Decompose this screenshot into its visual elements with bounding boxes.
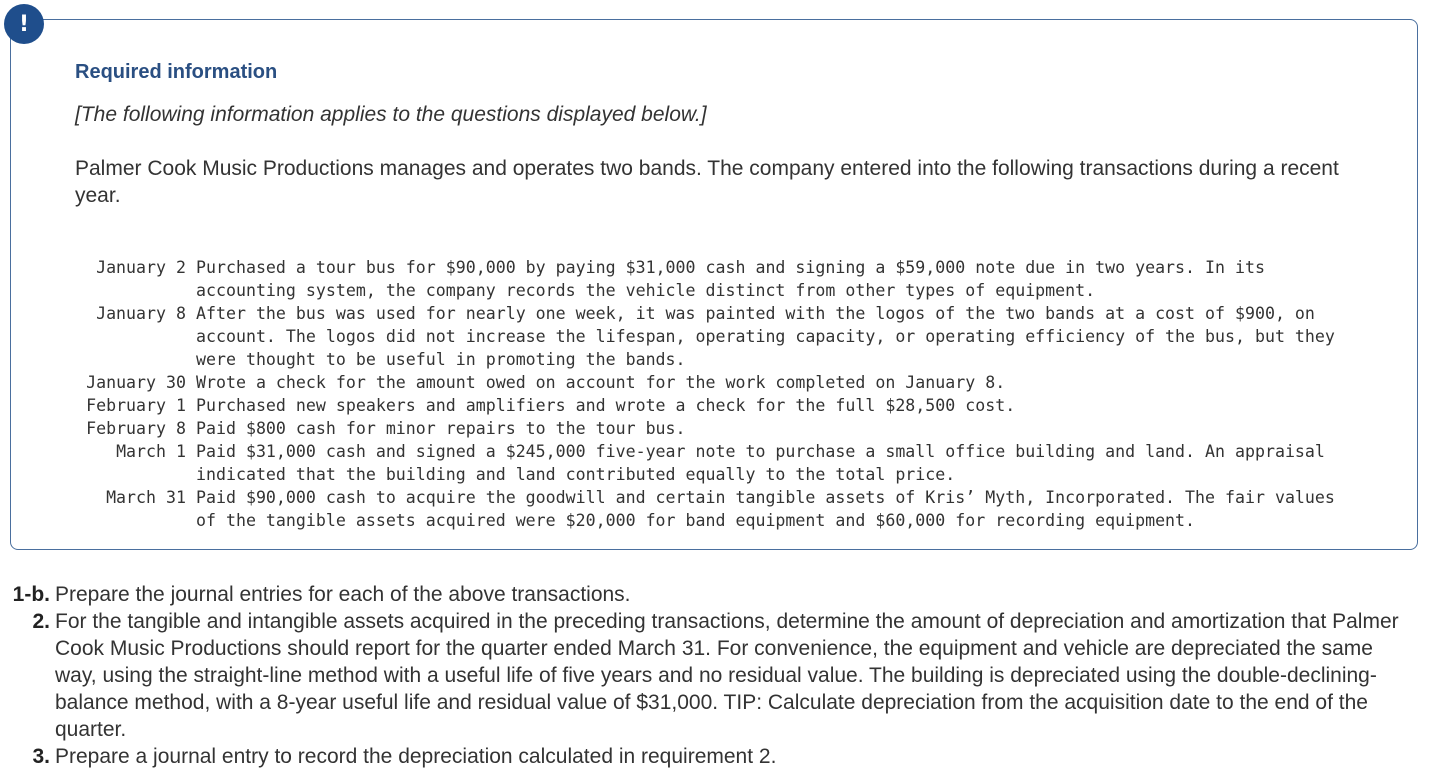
transaction-row xyxy=(74,394,1356,417)
transaction-row xyxy=(74,256,1356,302)
transaction-description: Paid $800 cash for minor repairs to the tour bus. xyxy=(196,419,686,438)
exclamation-icon: ! xyxy=(4,4,44,44)
transaction-description: Purchased a tour bus for $90,000 by paying $31,000 cash and signing a $59,000 note due in two years. In its accounting system, the company records the vehicle distinct from other types of equipment. xyxy=(196,258,1265,300)
transaction-description: Paid $90,000 cash to acquire the goodwill and certain tangible assets of Kris’ Myth, Incorporated. The fair values of the tangible assets acquired were $20,000 for band equipment and $60,000 for recording equipment. xyxy=(196,488,1335,530)
transaction-description: After the bus was used for nearly one week, it was painted with the logos of the two bands at a cost of $900, on account. The logos did not increase the lifespan, operating capacity, or operating efficiency of the bus, but they were thought to be useful in promoting the bands. xyxy=(196,304,1335,369)
transaction-date: March 1 xyxy=(116,442,186,461)
transaction-date: February 8 xyxy=(86,419,186,438)
panel-title: Required information xyxy=(75,61,278,83)
requirement-text: Prepare a journal entry to record the depreciation calculated in requirement 2. xyxy=(55,745,777,768)
intro-paragraph: Palmer Cook Music Productions manages and operates two bands. The company entered into the following transactions during a recent year. xyxy=(75,157,1339,207)
required-information-panel xyxy=(10,19,1418,550)
requirement-number: 3. xyxy=(32,745,50,768)
transaction-date: February 1 xyxy=(86,396,186,415)
panel-note: [The following information applies to the questions displayed below.] xyxy=(75,103,707,126)
transaction-description: Wrote a check for the amount owed on account for the work completed on January 8. xyxy=(196,373,1006,392)
transactions-table xyxy=(74,256,1356,532)
requirements-list xyxy=(10,581,1420,770)
requirement-item xyxy=(10,608,1420,743)
transaction-description: Paid $31,000 cash and signed a $245,000 five-year note to purchase a small office building and land. An appraisal indicated that the building and land contributed equally to the total price. xyxy=(196,442,1325,484)
requirement-number: 2. xyxy=(32,610,50,633)
requirement-item xyxy=(10,743,1420,770)
requirement-item xyxy=(10,581,1420,608)
transaction-row xyxy=(74,440,1356,486)
transaction-date: January 2 xyxy=(96,258,186,277)
transaction-date: March 31 xyxy=(106,488,186,507)
transaction-date: January 8 xyxy=(96,304,186,323)
requirement-number: 1-b. xyxy=(12,583,50,606)
transaction-row xyxy=(74,486,1356,532)
transaction-date: January 30 xyxy=(86,373,186,392)
transaction-row xyxy=(74,302,1356,371)
transaction-row xyxy=(74,371,1356,394)
transaction-row xyxy=(74,417,1356,440)
requirement-text: Prepare the journal entries for each of the above transactions. xyxy=(55,583,631,606)
transaction-description: Purchased new speakers and amplifiers and wrote a check for the full $28,500 cost. xyxy=(196,396,1016,415)
requirement-text: For the tangible and intangible assets acquired in the preceding transactions, determine the amount of depreciation and amortization that Palmer Cook Music Productions should report for the quarter ended March 31. For convenience, the equipment and vehicle are depreciated the same way, using the straight-line method with a useful life of five years and no residual value. The building is depreciated using the double-declining-balance method, with a 8-year useful life and residual value of $31,000. TIP: Calculate depreciation from the acquisition date to the end of the quarter. xyxy=(55,610,1399,741)
